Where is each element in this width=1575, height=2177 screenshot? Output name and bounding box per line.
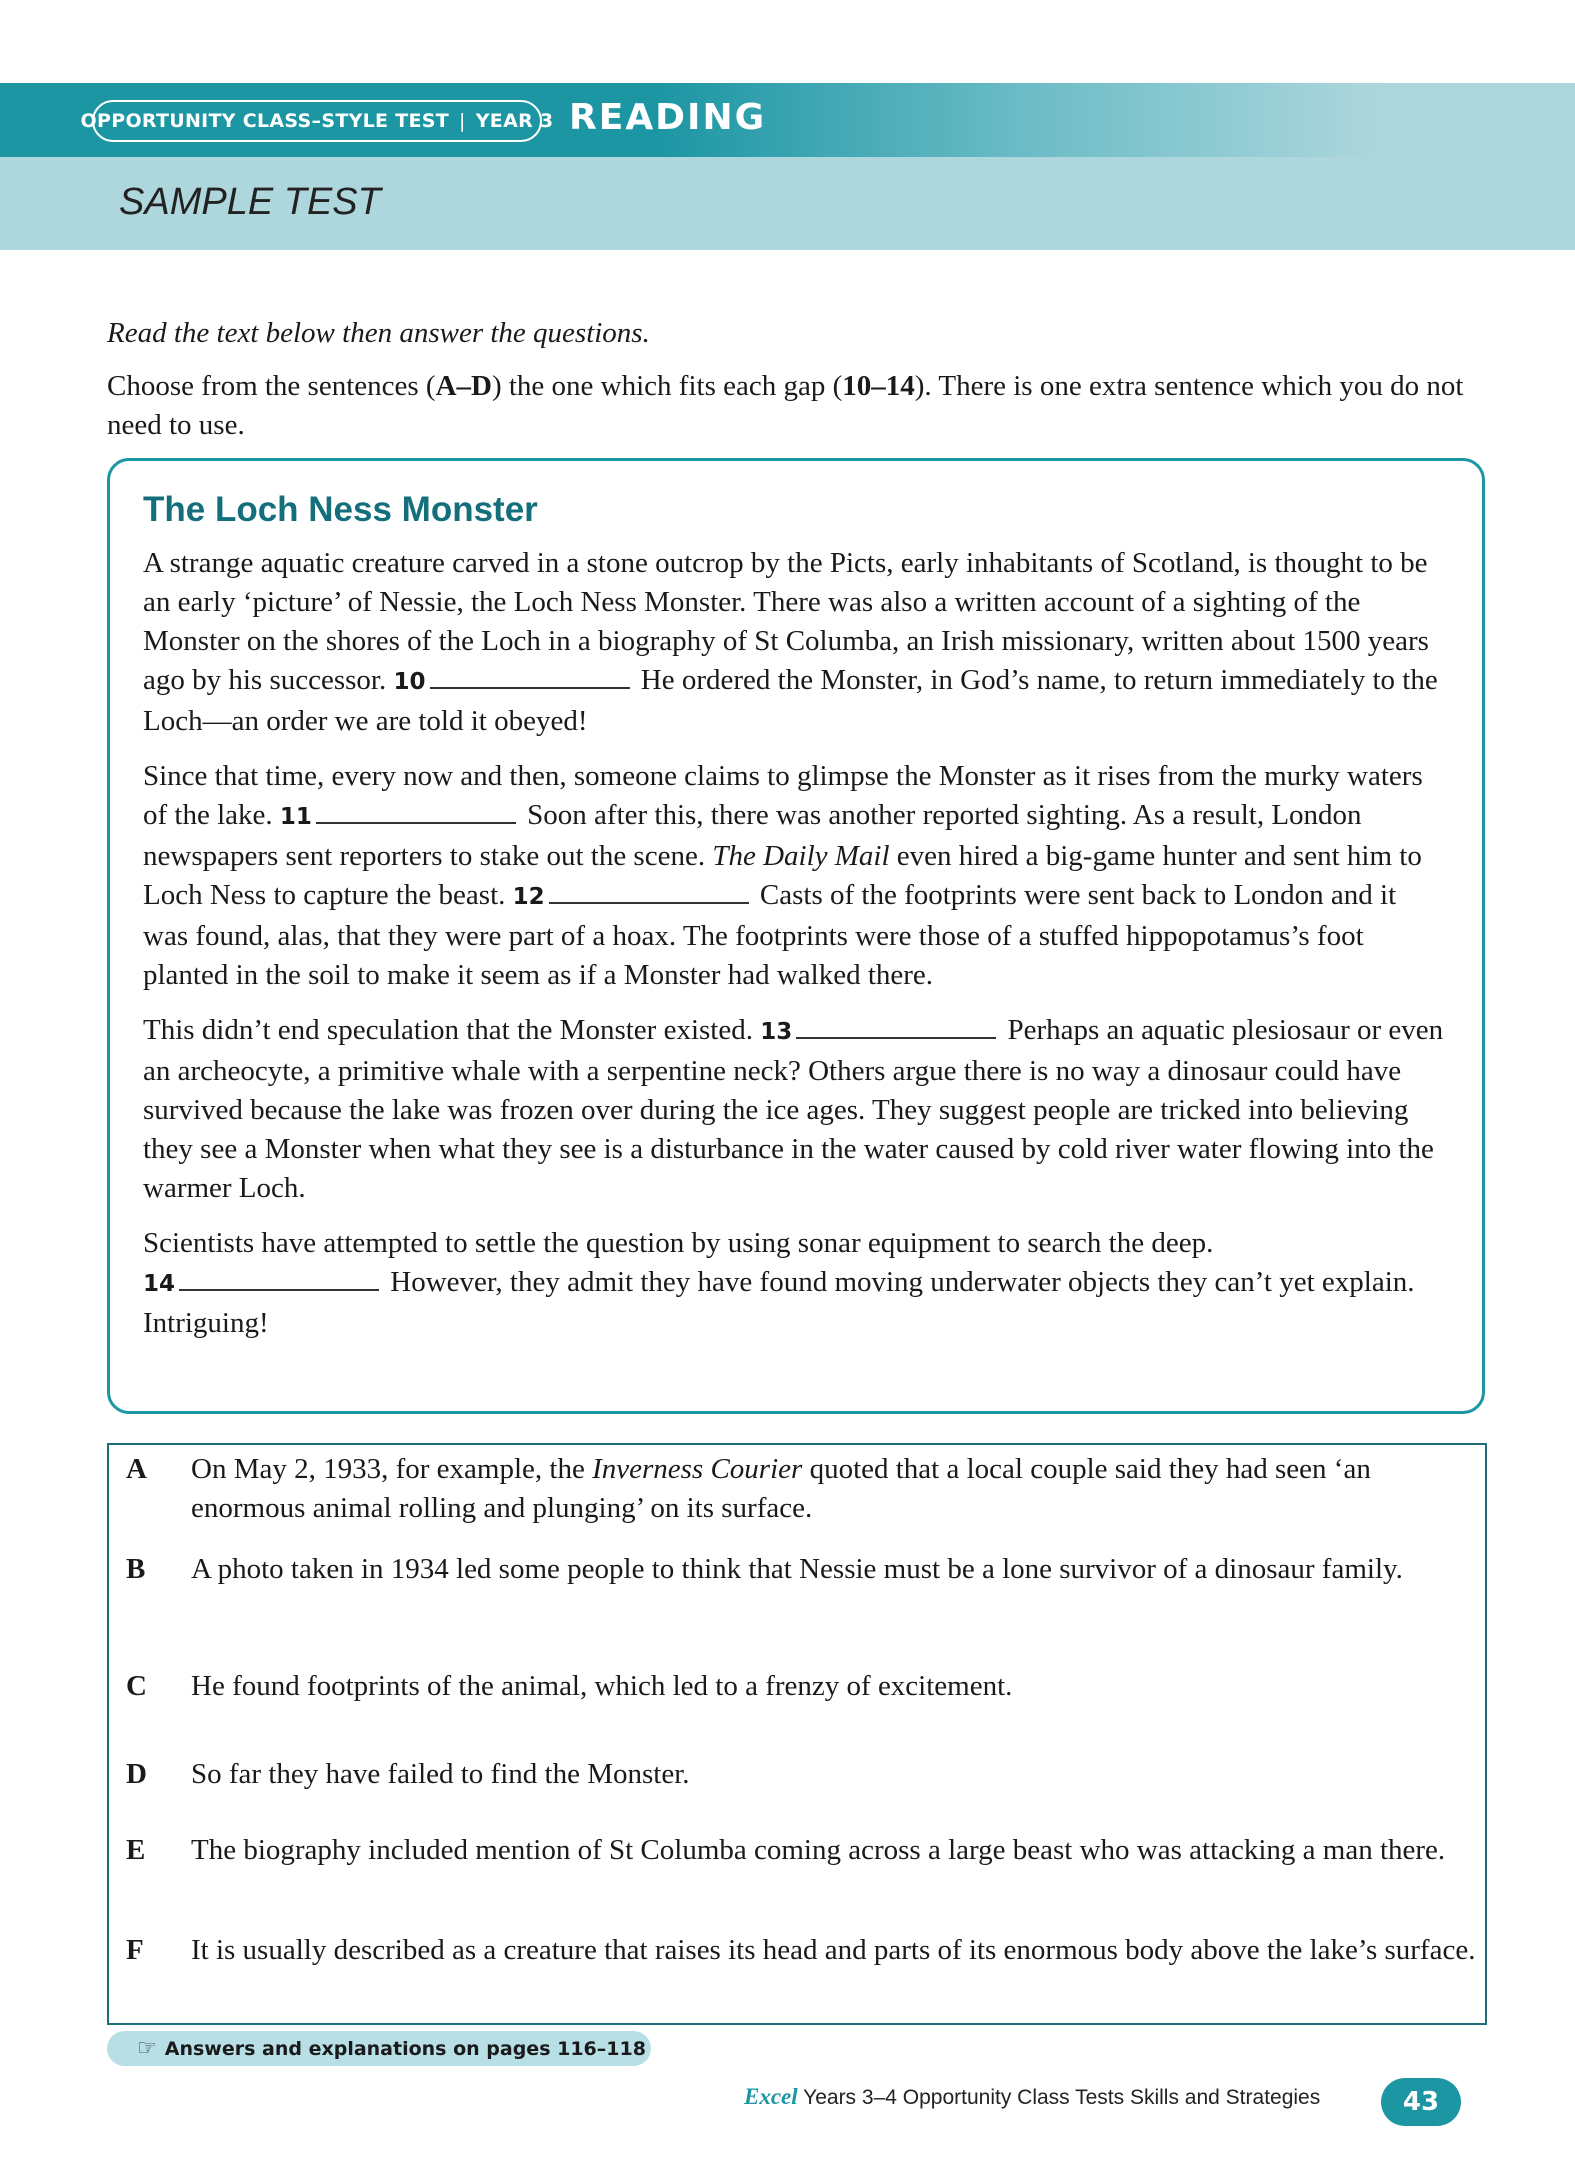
section-title: SAMPLE TEST (119, 181, 381, 223)
passage-text: A strange aquatic creature carved in a stone outcrop by the Picts, early inhabitants of Scotland, is thought to be an early ‘picture’ of Nessie, the Loch Ness Monster. There was also a written account of a sighting of the Monster on the shores of the Loch in a biography of St Columba, an Irish missionary, written about 1500 years ago by his successor. (143, 547, 1429, 696)
option-letter: F (126, 1934, 144, 1966)
pointing-hand-icon: ☞ (137, 2036, 157, 2061)
newspaper-name: The Daily Mail (712, 840, 890, 872)
passage-text: Casts of the footprints were sent back to London and it was found, alas, that they were part of a hoax. The footprints were those of a stuffed hippopotamus’s foot planted in the soil to make it seem as if a Monster had walked there. (143, 879, 1397, 991)
series-separator: | (459, 110, 466, 132)
option-letter: E (126, 1834, 146, 1866)
book-title: Years 3–4 Opportunity Class Tests Skills and Strategies (803, 2086, 1321, 2109)
passage-text: Soon after this, there was another reported sighting. As a result, London newspapers sent reporters to stake out the scene. (143, 799, 1362, 872)
header-band (0, 83, 1575, 157)
instruction-text: ). There is one extra sentence which you do not need to use. (107, 370, 1464, 441)
instruction-range-letters: A–D (435, 370, 492, 402)
book-footer (744, 2084, 1320, 2110)
option-text: The biography included mention of St Columba coming across a large beast who was attacking a man there. (191, 1834, 1446, 1866)
option-letter: D (126, 1758, 147, 1790)
gap-number-11: 11 (279, 804, 312, 830)
answers-reference[interactable] (107, 2031, 651, 2066)
option-letter: B (126, 1553, 146, 1585)
header-banner (0, 83, 1575, 250)
passage-text: He ordered the Monster, in God’s name, to return immediately to the Loch—an order we are told it obeyed! (143, 664, 1438, 737)
newspaper-name: Inverness Courier (592, 1453, 803, 1485)
instruction-line-1: Read the text below then answer the questions. (107, 317, 650, 349)
gap-blank-14[interactable] (179, 1265, 379, 1291)
gap-number-12: 12 (512, 884, 545, 910)
passage-paragraph-1 (143, 544, 1444, 741)
gap-blank-13[interactable] (796, 1013, 996, 1039)
instruction-text: Choose from the sentences ( (107, 370, 436, 402)
instruction-text: ) the one which fits each gap ( (491, 370, 843, 402)
passage-box (107, 458, 1485, 1414)
instruction-range-gaps: 10–14 (842, 370, 915, 402)
option-letter: C (126, 1670, 147, 1702)
option-letter: A (126, 1453, 147, 1485)
answers-label: Answers and explanations on pages 116–118 (164, 2037, 646, 2060)
passage-paragraph-2 (143, 757, 1444, 995)
passage-text: This didn’t end speculation that the Monster existed. (143, 1014, 753, 1046)
option-text-part: On May 2, 1933, for example, the (191, 1453, 585, 1485)
series-pill (80, 100, 554, 142)
passage-paragraph-4 (143, 1224, 1444, 1343)
passage-text: Scientists have attempted to settle the question by using sonar equipment to search the deep. (143, 1227, 1214, 1259)
gap-blank-11[interactable] (316, 798, 516, 824)
option-text-part: quoted that a local couple said they had seen ‘an enormous animal rolling and plunging’ on its surface. (191, 1453, 1371, 1524)
gap-blank-10[interactable] (430, 663, 630, 689)
gap-blank-12[interactable] (549, 878, 749, 904)
option-text: He found footprints of the animal, which led to a frenzy of excitement. (191, 1670, 1013, 1702)
passage-text: even hired a big-game hunter and sent him to Loch Ness to capture the beast. (143, 840, 1422, 911)
instruction-line-2 (107, 367, 1487, 445)
year-label: YEAR 3 (475, 110, 554, 132)
passage-text: Perhaps an aquatic plesiosaur or even an archeocyte, a primitive whale with a serpentine neck? Others argue there is no way a dinosaur could have survived because the lake was frozen over during the ice ages. They suggest people are tricked into believing they see a Monster when what they see is a disturbance in the water caused by cold river water flowing into the warmer Loch. (143, 1014, 1444, 1204)
page-number: 43 (1381, 2078, 1461, 2126)
option-text (191, 1450, 1481, 1528)
option-text: A photo taken in 1934 led some people to think that Nessie must be a lone survivor of a dinosaur family. (191, 1553, 1403, 1585)
brand-logo: Excel (744, 2084, 798, 2109)
series-label: OPPORTUNITY CLASS–STYLE TEST (80, 110, 450, 132)
option-text: It is usually described as a creature that raises its head and parts of its enormous body above the lake’s surface. (191, 1934, 1476, 1966)
passage-paragraph-3 (143, 1011, 1444, 1208)
option-text: So far they have failed to find the Monster. (191, 1758, 690, 1790)
gap-number-10: 10 (393, 669, 426, 695)
passage-text: Since that time, every now and then, someone claims to glimpse the Monster as it rises from the murky waters of the lake. (143, 760, 1423, 831)
subject-title: READING (569, 97, 767, 138)
passage-title: The Loch Ness Monster (143, 490, 538, 529)
options-box (107, 1443, 1487, 2025)
gap-number-13: 13 (760, 1019, 793, 1045)
gap-number-14: 14 (143, 1271, 176, 1297)
passage-text: However, they admit they have found moving underwater objects they can’t yet explain. Intriguing! (143, 1266, 1415, 1339)
